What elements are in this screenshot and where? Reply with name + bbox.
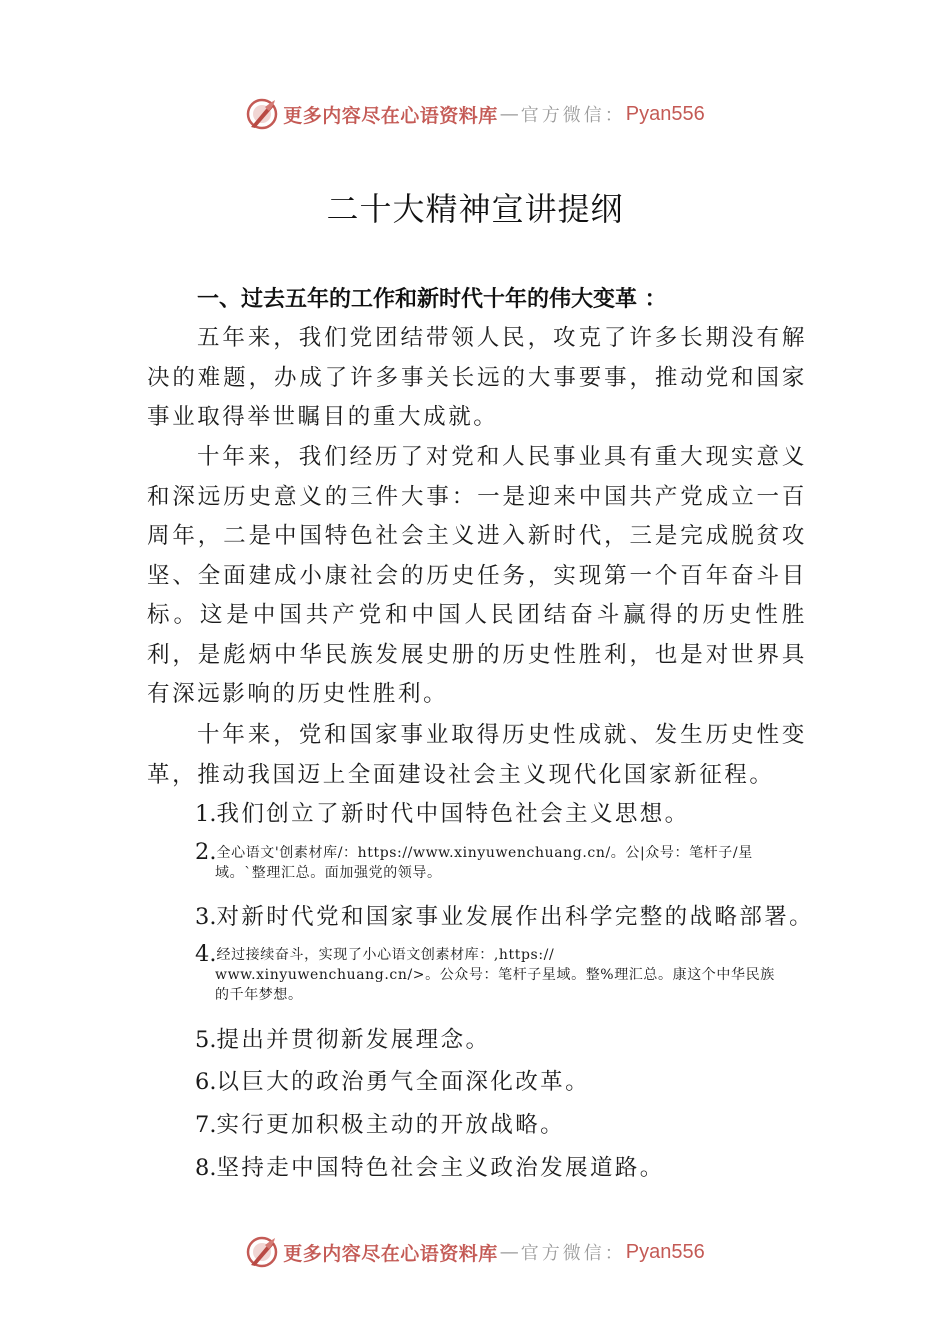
banner-wechat-id: Pyan556 <box>625 102 705 125</box>
section-heading: 一、过去五年的工作和新时代十年的伟大变革 ： <box>197 287 667 312</box>
list-item-number: 1. <box>195 801 217 827</box>
header-banner <box>0 94 950 134</box>
banner-main-text: 更多内容尽在心语资料库 <box>283 1242 498 1265</box>
list-item-text: 我们创立了新时代中国特色社会主义思想。 <box>216 801 690 827</box>
list-item-number: 7. <box>195 1112 217 1138</box>
list-item-text: 坚持走中国特色社会主义政治发展道路。 <box>216 1155 665 1181</box>
banner-wechat-label: 官方微信： <box>520 105 626 126</box>
banner-separator: — <box>499 103 519 125</box>
list-item-number: 5. <box>195 1027 217 1053</box>
document-title: 二十大精神宣讲提纲 <box>326 190 624 228</box>
list-item-number: 3. <box>195 904 217 930</box>
paragraph-2: 十年来，我们经历了对党和人民事业具有重大现实意义和深远历史意义的三件大事：一是迎来中国共产党成立一百周年，二是中国特色社会主义进入新时代，三是完成脱贫攻坚、全面建成小康社会的历史任务，实现第一个百年奋斗目标。这是中国共产党和中国人民团结奋斗赢得的历史性胜利，是彪炳中华民族发展史册的历史性胜利，也是对世界具有深远影响的历史性胜利。 <box>147 444 807 707</box>
list-item-text-line1: 全心语文'创素材库/：https://www.xinyuwenchuang.cn/。公|众号：笔杆子/星 <box>216 845 753 861</box>
banner-wechat-label: 官方微信： <box>520 1243 626 1264</box>
list-item-text-line2: 域。`整理汇总。面加强党的领导。 <box>215 865 442 881</box>
list-item-text: 实行更加积极主动的开放战略。 <box>216 1112 566 1138</box>
list-item-text-line2: www.xinyuwenchuang.cn/>。公众号：笔杆子星域。整%理汇总。康这个中华民族 <box>215 967 775 983</box>
list-item-number: 4. <box>195 941 217 967</box>
list-item-text: 提出并贯彻新发展理念。 <box>216 1027 491 1053</box>
list-item-1 <box>195 796 690 828</box>
quill-seal-logo-icon <box>245 1235 279 1269</box>
list-item-2 <box>195 839 835 883</box>
list-item-5 <box>195 1022 490 1054</box>
banner-separator: — <box>499 1241 519 1263</box>
paragraph-1: 五年来，我们党团结带领人民，攻克了许多长期没有解决的难题，办成了许多事关长远的大事要事，推动党和国家事业取得举世瞩目的重大成就。 <box>147 325 807 430</box>
quill-seal-logo-icon <box>245 97 279 131</box>
list-item-3 <box>195 899 814 931</box>
paragraph-3: 十年来，党和国家事业取得历史性成就、发生历史性变革，推动我国迈上全面建设社会主义现代化国家新征程。 <box>147 722 807 788</box>
list-item-8 <box>195 1150 665 1182</box>
banner-main-text: 更多内容尽在心语资料库 <box>283 104 498 127</box>
list-item-number: 8. <box>195 1155 217 1181</box>
list-item-number: 6. <box>195 1069 217 1095</box>
banner-wechat-id: Pyan556 <box>625 1240 705 1263</box>
list-item-4 <box>195 941 835 1005</box>
list-item-6 <box>195 1064 590 1096</box>
list-item-text: 对新时代党和国家事业发展作出科学完整的战略部署。 <box>216 904 815 930</box>
list-item-text-line3: 的千年梦想。 <box>215 987 303 1003</box>
footer-banner <box>0 1232 950 1272</box>
list-item-text: 以巨大的政治勇气全面深化改革。 <box>216 1069 590 1095</box>
list-item-text-line1: 经过接续奋斗，实现了小心语文创素材库：,https:// <box>216 947 555 963</box>
list-item-7 <box>195 1107 565 1139</box>
list-item-number: 2. <box>195 839 217 865</box>
